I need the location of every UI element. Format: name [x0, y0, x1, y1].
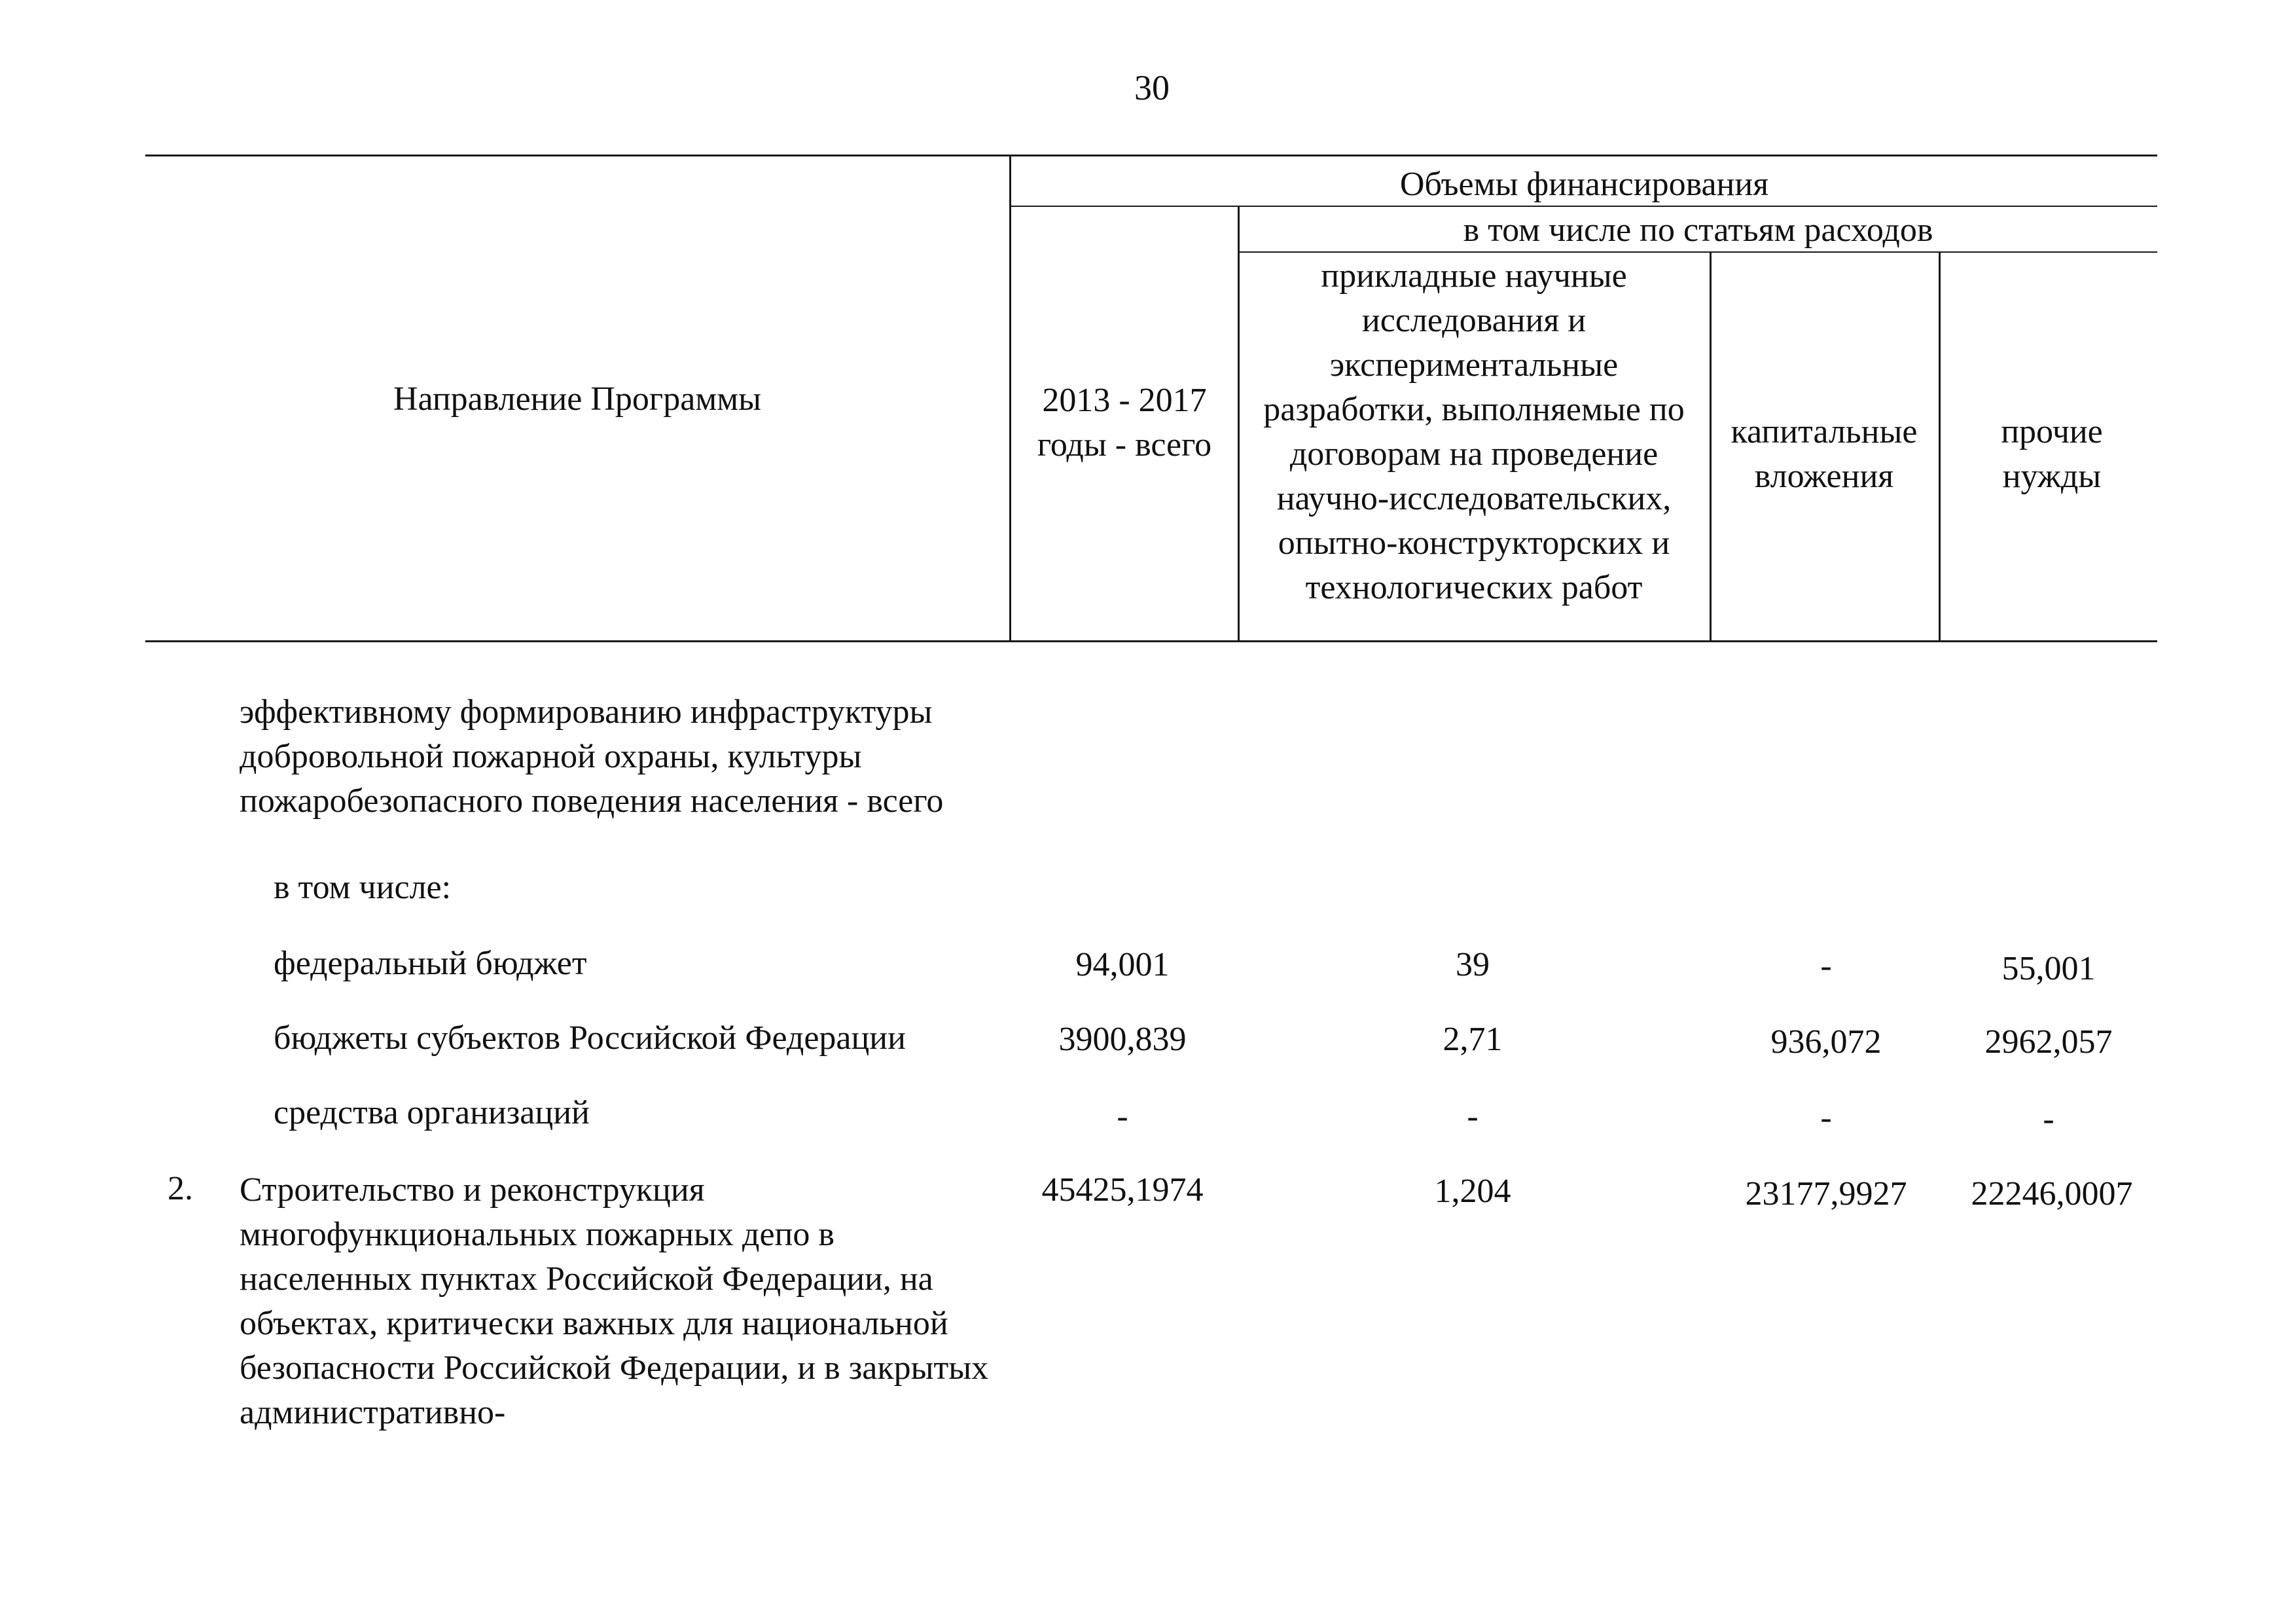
row-regional-rnd: 2,71	[1443, 1021, 1503, 1058]
header-capital: капитальные вложения	[1731, 413, 1918, 495]
col-divider-4	[1939, 253, 1941, 642]
col-divider-3	[1710, 253, 1712, 642]
header-by-items: в том числе по статьям расходов	[1463, 211, 1933, 249]
col-divider-2	[1238, 207, 1240, 642]
header-rnd: прикладные научные исследования и экспериментальные разработки, выполняемые по договорам на проведение научно-исследовательских, опытно-конструкторских и технологических работ	[1263, 257, 1685, 606]
item2-capital: 23177,9927	[1745, 1175, 1907, 1213]
row-federal-rnd: 39	[1456, 946, 1490, 983]
row-organizations-label: средства организаций	[274, 1094, 590, 1131]
item2-text: Строительство и реконструкция многофункциональных пожарных депо в населенных пунктах Российской Федерации, на объектах, критически важных для национальной безопасности Российской Федерации, и в закрытых административно-	[240, 1171, 989, 1431]
row-federal-capital: -	[1820, 947, 1832, 985]
table-top-rule	[145, 155, 2157, 156]
row-regional-capital: 936,072	[1770, 1023, 1882, 1061]
item2-rnd: 1,204	[1434, 1173, 1511, 1210]
row-federal-total: 94,001	[1075, 946, 1170, 983]
row-regional-label: бюджеты субъектов Российской Федерации	[274, 1019, 906, 1057]
row-organizations-rnd: -	[1467, 1098, 1479, 1135]
item2-total: 45425,1974	[1041, 1171, 1204, 1209]
row-regional-other: 2962,057	[1984, 1023, 2113, 1061]
item2-number: 2.	[168, 1170, 193, 1207]
header-other: прочие нужды	[2001, 413, 2103, 495]
header-financing: Объемы финансирования	[1399, 166, 1769, 203]
col-divider-1	[1009, 156, 1011, 642]
row-federal-label: федеральный бюджет	[274, 945, 587, 982]
header-bottom-rule	[145, 640, 2157, 642]
row-organizations-total: -	[1117, 1098, 1128, 1135]
item2-other: 22246,0007	[1971, 1175, 2133, 1213]
row-organizations-capital: -	[1820, 1099, 1832, 1137]
row-federal-other: 55,001	[2001, 950, 2096, 987]
row-organizations-other: -	[2043, 1101, 2054, 1138]
section-continuation-text: эффективному формированию инфраструктуры добровольной пожарной охраны, культуры пожаробезопасного поведения населения - всего	[240, 693, 944, 820]
including-label: в том числе:	[274, 869, 452, 906]
header-direction: Направление Программы	[393, 380, 762, 418]
row-regional-total: 3900,839	[1058, 1021, 1187, 1058]
header-total: 2013 - 2017 годы - всего	[1037, 382, 1212, 464]
page-number: 30	[1134, 68, 1170, 107]
